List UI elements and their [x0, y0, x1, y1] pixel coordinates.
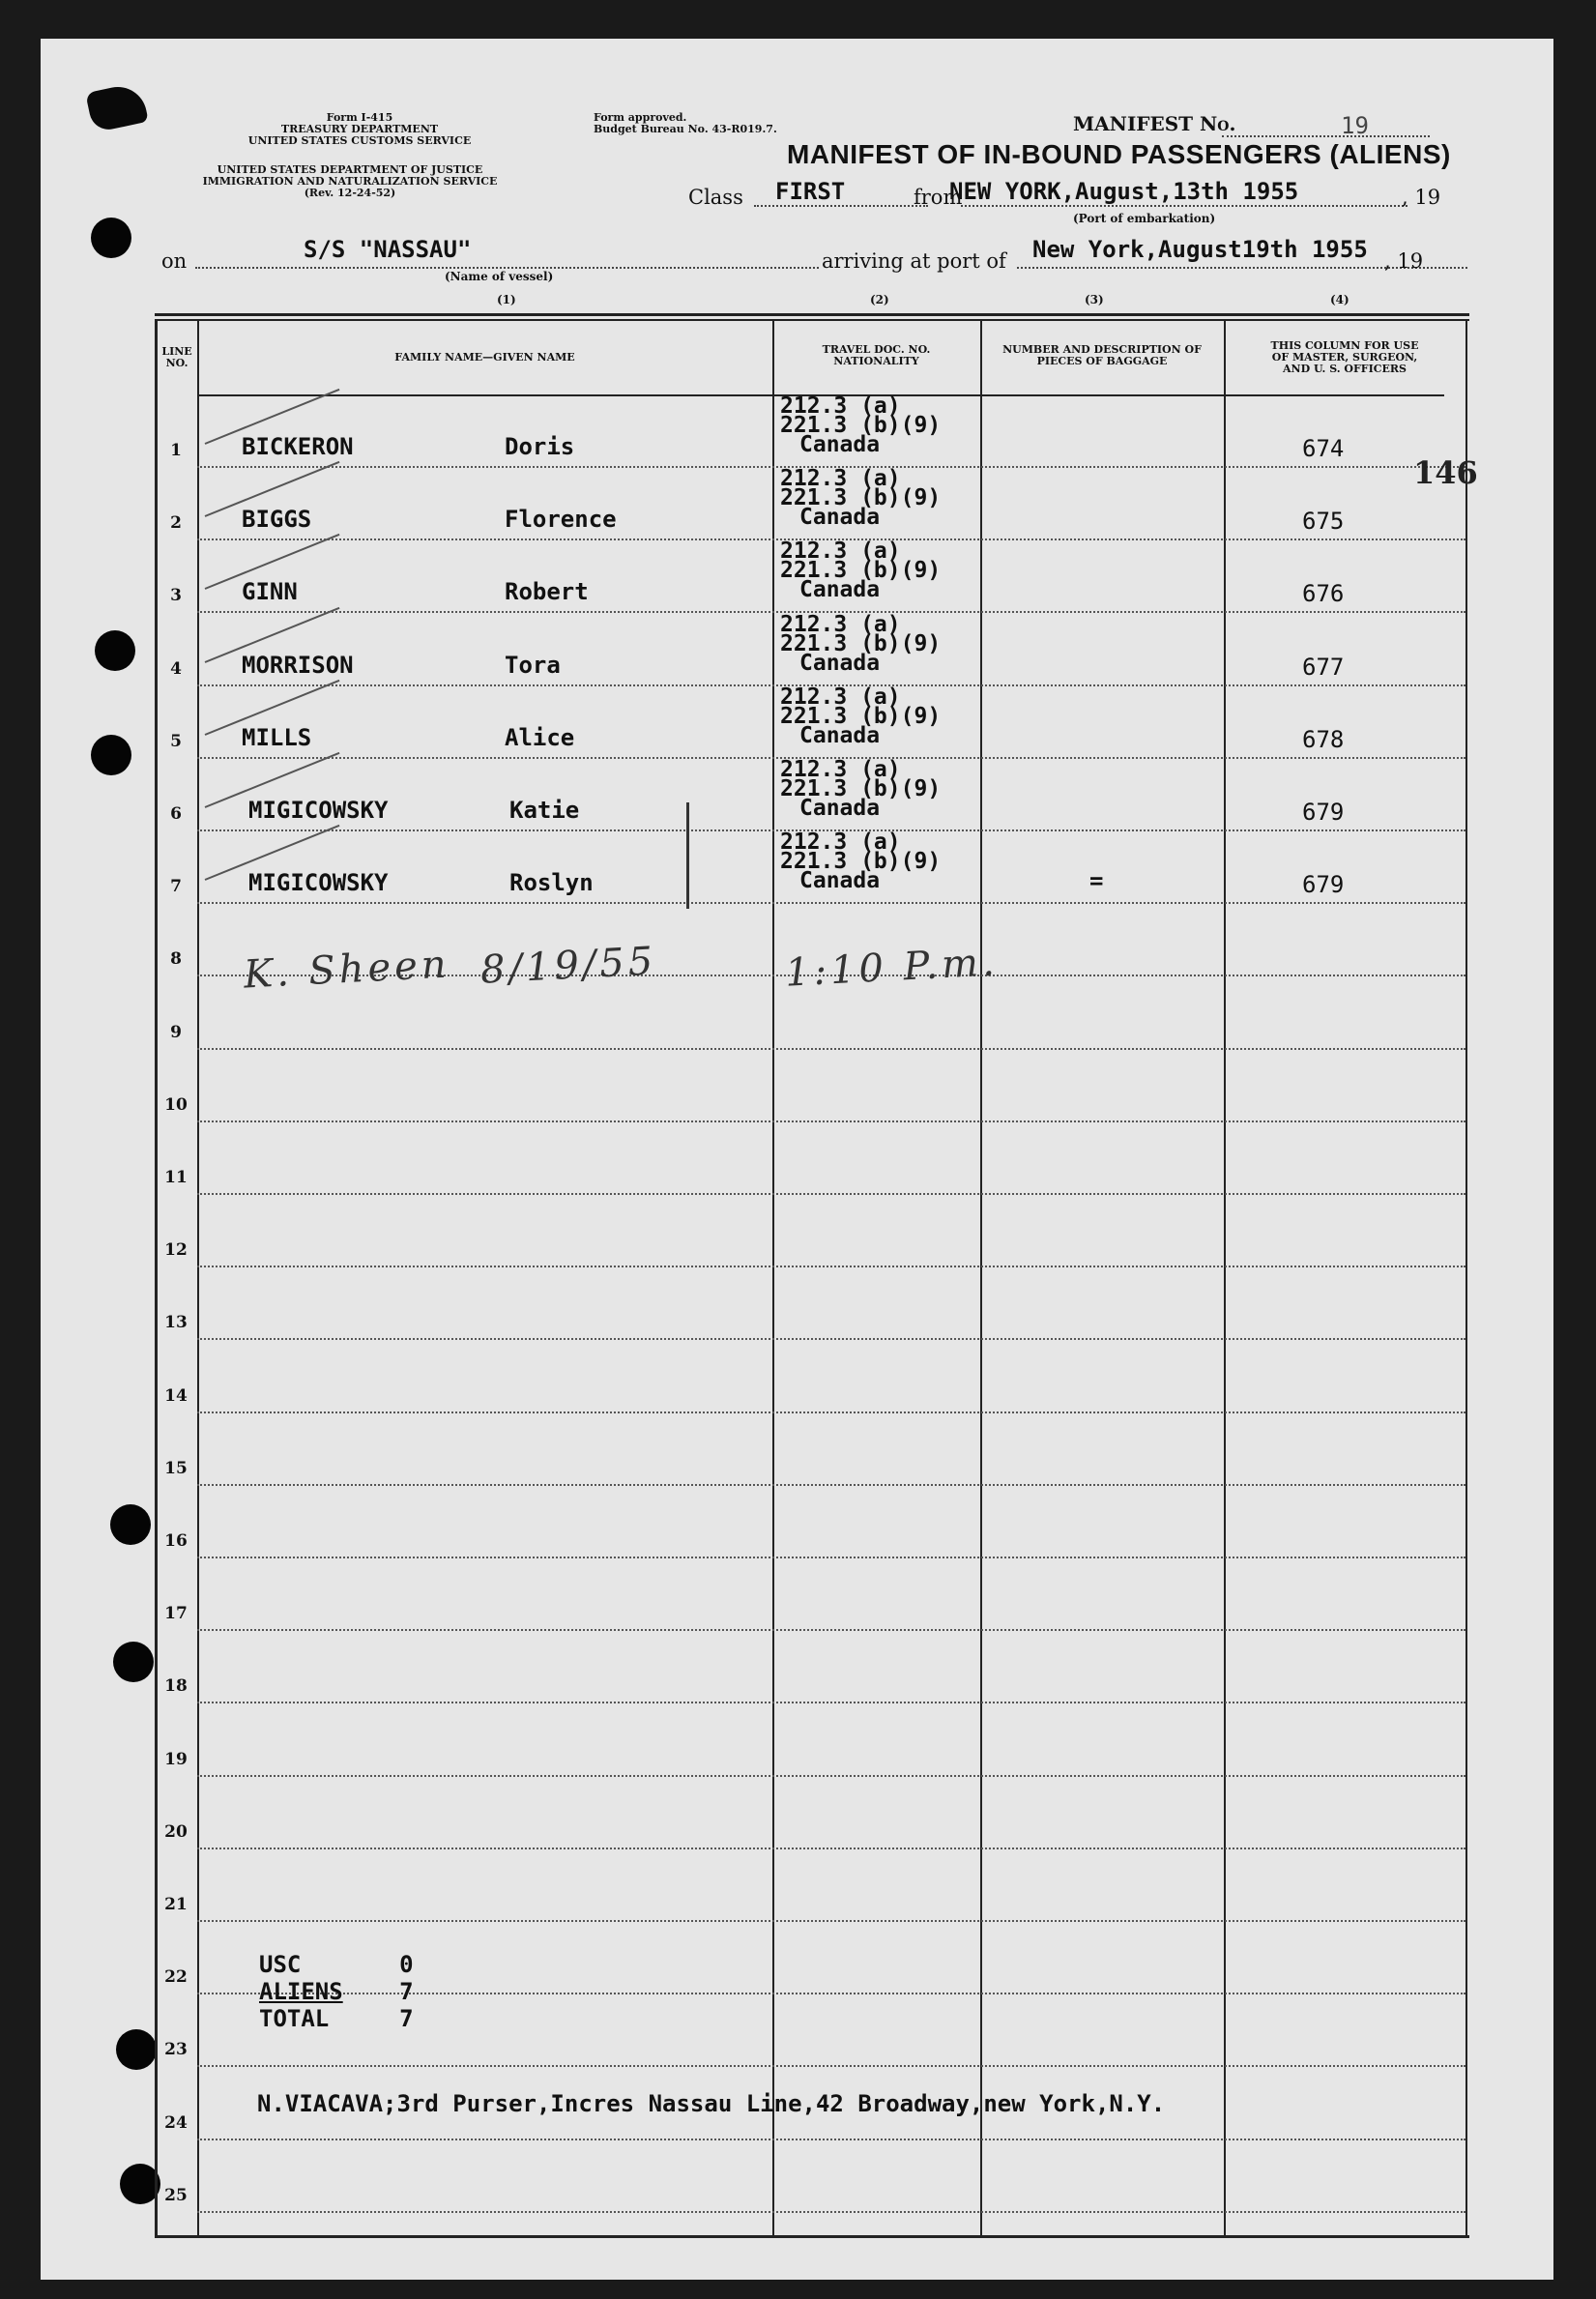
line-number: 18 — [164, 1676, 188, 1696]
line-number: 1 — [170, 441, 182, 460]
from-label: from — [914, 186, 963, 209]
col-num-1: (1) — [497, 293, 516, 306]
row-rule — [197, 2065, 1465, 2067]
row-rule — [197, 1629, 1465, 1631]
row-rule — [197, 1848, 1465, 1849]
family-name: MILLS — [242, 724, 312, 751]
nationality: Canada — [799, 432, 881, 457]
travel-doc-2: 221.3 (b)(9) — [780, 704, 942, 729]
ink-blot — [85, 81, 148, 132]
row-rule — [197, 1702, 1465, 1703]
binder-hole — [113, 1642, 154, 1682]
manifest-page — [41, 39, 1553, 2280]
inspector-signature: K. Sheen — [242, 942, 451, 998]
port-note: (Port of embarkation) — [1073, 212, 1216, 225]
total-usc-value: 0 — [399, 1951, 414, 1978]
row-rule — [197, 1775, 1465, 1777]
travel-doc-1: 212.3 (a) — [780, 829, 901, 855]
travel-doc-1: 212.3 (a) — [780, 538, 901, 564]
line-number: 20 — [164, 1822, 188, 1842]
line-number: 24 — [164, 2113, 188, 2133]
officer-number: 674 — [1302, 435, 1345, 462]
doc-col-rule — [980, 319, 982, 2235]
travel-doc-1: 212.3 (a) — [780, 466, 901, 491]
given-name: Robert — [505, 578, 589, 605]
doj-block: UNITED STATES DEPARTMENT OF JUSTICE IMMIGRATION AND NATURALIZATION SERVICE (Rev. 12-24-52) — [202, 163, 498, 199]
row-rule — [197, 1557, 1465, 1558]
line-col-rule — [197, 319, 199, 2235]
line-number: 6 — [170, 804, 182, 824]
line-number: 8 — [170, 949, 182, 969]
binder-hole — [91, 735, 131, 775]
nationality: Canada — [799, 868, 881, 893]
given-name: Florence — [505, 506, 617, 533]
binder-hole — [91, 218, 131, 258]
line-number: 19 — [164, 1750, 188, 1769]
total-aliens-value: 7 — [399, 1978, 414, 2005]
given-name: Doris — [505, 433, 575, 460]
bag-col-rule — [1224, 319, 1226, 2235]
arriving-value: New York,August19th 1955 — [1032, 236, 1368, 263]
row-rule — [197, 1920, 1465, 1922]
row-rule — [197, 1193, 1465, 1195]
manifest-no-value: 19 — [1341, 112, 1369, 139]
line-number: 5 — [170, 732, 182, 751]
row-rule — [197, 1120, 1465, 1122]
travel-doc-2: 221.3 (b)(9) — [780, 558, 942, 583]
officer-number: 676 — [1302, 580, 1345, 607]
row-rule — [197, 2211, 1465, 2213]
from-value: NEW YORK,August,13th 1955 — [949, 178, 1299, 205]
family-name: MIGICOWSKY — [248, 869, 389, 896]
line-number: 22 — [164, 1967, 188, 1987]
manifest-no-line — [1222, 135, 1430, 137]
given-name: Tora — [505, 652, 561, 679]
line-number: 25 — [164, 2186, 188, 2205]
name-col-rule — [772, 319, 774, 2235]
travel-doc-1: 212.3 (a) — [780, 757, 901, 782]
row-rule — [197, 1484, 1465, 1486]
from-year-label: , 19 — [1402, 186, 1441, 209]
family-name: BICKERON — [242, 433, 354, 460]
binder-hole — [110, 1504, 151, 1545]
vessel-note: (Name of vessel) — [445, 270, 554, 283]
header-baggage: NUMBER AND DESCRIPTION OF PIECES OF BAGGAGE — [1002, 343, 1202, 367]
given-name: Roslyn — [509, 869, 594, 896]
family-name: MORRISON — [242, 652, 354, 679]
inspection-date: 8/19/55 — [479, 939, 658, 993]
total-usc-label: USC — [259, 1951, 302, 1978]
given-name: Katie — [509, 797, 580, 824]
line-number: 11 — [164, 1168, 188, 1187]
travel-doc-2: 221.3 (b)(9) — [780, 485, 942, 510]
total-aliens-label: ALIENS — [259, 1978, 343, 2005]
table-right-rule — [1465, 319, 1467, 2235]
row-rule — [197, 1048, 1465, 1050]
manifest-title: MANIFEST OF IN-BOUND PASSENGERS (ALIENS) — [787, 139, 1451, 169]
row-rule — [197, 1266, 1465, 1267]
header-name: FAMILY NAME—GIVEN NAME — [394, 351, 575, 364]
line-number: 7 — [170, 877, 182, 896]
line-number: 13 — [164, 1313, 188, 1332]
nationality: Canada — [799, 651, 881, 676]
officer-number: 678 — [1302, 726, 1345, 753]
table-top-rule-2 — [155, 319, 1469, 321]
arriving-label: arriving at port of — [822, 249, 1006, 273]
line-number: 21 — [164, 1895, 188, 1914]
total-total-value: 7 — [399, 2005, 414, 2032]
nationality: Canada — [799, 796, 881, 821]
vessel-line — [195, 267, 819, 269]
arriving-year-label: , 19 — [1384, 249, 1424, 273]
row-rule — [197, 2139, 1465, 2140]
line-number: 14 — [164, 1386, 188, 1406]
margin-number: 146 — [1413, 454, 1478, 491]
totals-block — [259, 1951, 414, 2032]
col-num-4: (4) — [1330, 293, 1349, 306]
nationality: Canada — [799, 505, 881, 530]
pencil-mark — [686, 802, 689, 909]
family-name: MIGICOWSKY — [248, 797, 389, 824]
vessel-name: S/S "NASSAU" — [304, 236, 472, 263]
baggage: = — [1089, 867, 1104, 894]
officer-number: 675 — [1302, 508, 1345, 535]
travel-doc-1: 212.3 (a) — [780, 684, 901, 710]
form-block: Form I-415 TREASURY DEPARTMENT UNITED STATES CUSTOMS SERVICE — [247, 111, 472, 147]
table-bottom-rule — [155, 2235, 1469, 2238]
travel-doc-2: 221.3 (b)(9) — [780, 413, 942, 438]
line-number: 15 — [164, 1459, 188, 1478]
from-line — [961, 205, 1407, 207]
officer-number: 679 — [1302, 799, 1345, 826]
line-number: 23 — [164, 2040, 188, 2059]
approval-block: Form approved. Budget Bureau No. 43-R019.7. — [594, 111, 777, 135]
travel-doc-1: 212.3 (a) — [780, 612, 901, 637]
nationality: Canada — [799, 577, 881, 602]
line-number: 17 — [164, 1604, 188, 1623]
family-name: GINN — [242, 578, 298, 605]
line-number: 12 — [164, 1240, 188, 1260]
inspection-time: 1:10 P.m. — [783, 940, 1000, 996]
col-num-3: (3) — [1085, 293, 1104, 306]
officer-number: 679 — [1302, 871, 1345, 898]
line-number: 4 — [170, 659, 182, 679]
line-number: 9 — [170, 1023, 182, 1042]
class-value: FIRST — [775, 178, 846, 205]
binder-hole — [116, 2029, 157, 2070]
table-top-rule — [155, 313, 1469, 316]
purser-line: N.VIACAVA;3rd Purser,Incres Nassau Line,42 Broadway,new York,N.Y. — [257, 2090, 1166, 2117]
col-num-2: (2) — [870, 293, 889, 306]
row-rule — [197, 902, 1465, 904]
travel-doc-2: 221.3 (b)(9) — [780, 849, 942, 874]
row-rule — [197, 1411, 1465, 1413]
travel-doc-2: 221.3 (b)(9) — [780, 776, 942, 801]
manifest-no-label: MANIFEST No. — [1073, 112, 1236, 135]
on-label: on — [161, 249, 188, 273]
binder-hole — [95, 630, 135, 671]
total-total-label: TOTAL — [259, 2005, 330, 2032]
line-number: 2 — [170, 513, 182, 533]
table-left-rule — [155, 319, 158, 2235]
row-rule — [197, 1338, 1465, 1340]
nationality: Canada — [799, 723, 881, 748]
family-name: BIGGS — [242, 506, 312, 533]
header-officers: THIS COLUMN FOR USE OF MASTER, SURGEON, AND U. S. OFFICERS — [1270, 339, 1419, 375]
line-number: 16 — [164, 1531, 188, 1551]
travel-doc-2: 221.3 (b)(9) — [780, 631, 942, 656]
header-travel-doc: TRAVEL DOC. NO. NATIONALITY — [822, 343, 931, 367]
officer-number: 677 — [1302, 654, 1345, 681]
class-line — [754, 205, 928, 207]
line-number: 3 — [170, 586, 182, 605]
travel-doc-1: 212.3 (a) — [780, 393, 901, 419]
header-line-no: LINE NO. — [161, 345, 192, 369]
line-number: 10 — [164, 1095, 188, 1115]
class-label: Class — [688, 186, 743, 209]
given-name: Alice — [505, 724, 575, 751]
